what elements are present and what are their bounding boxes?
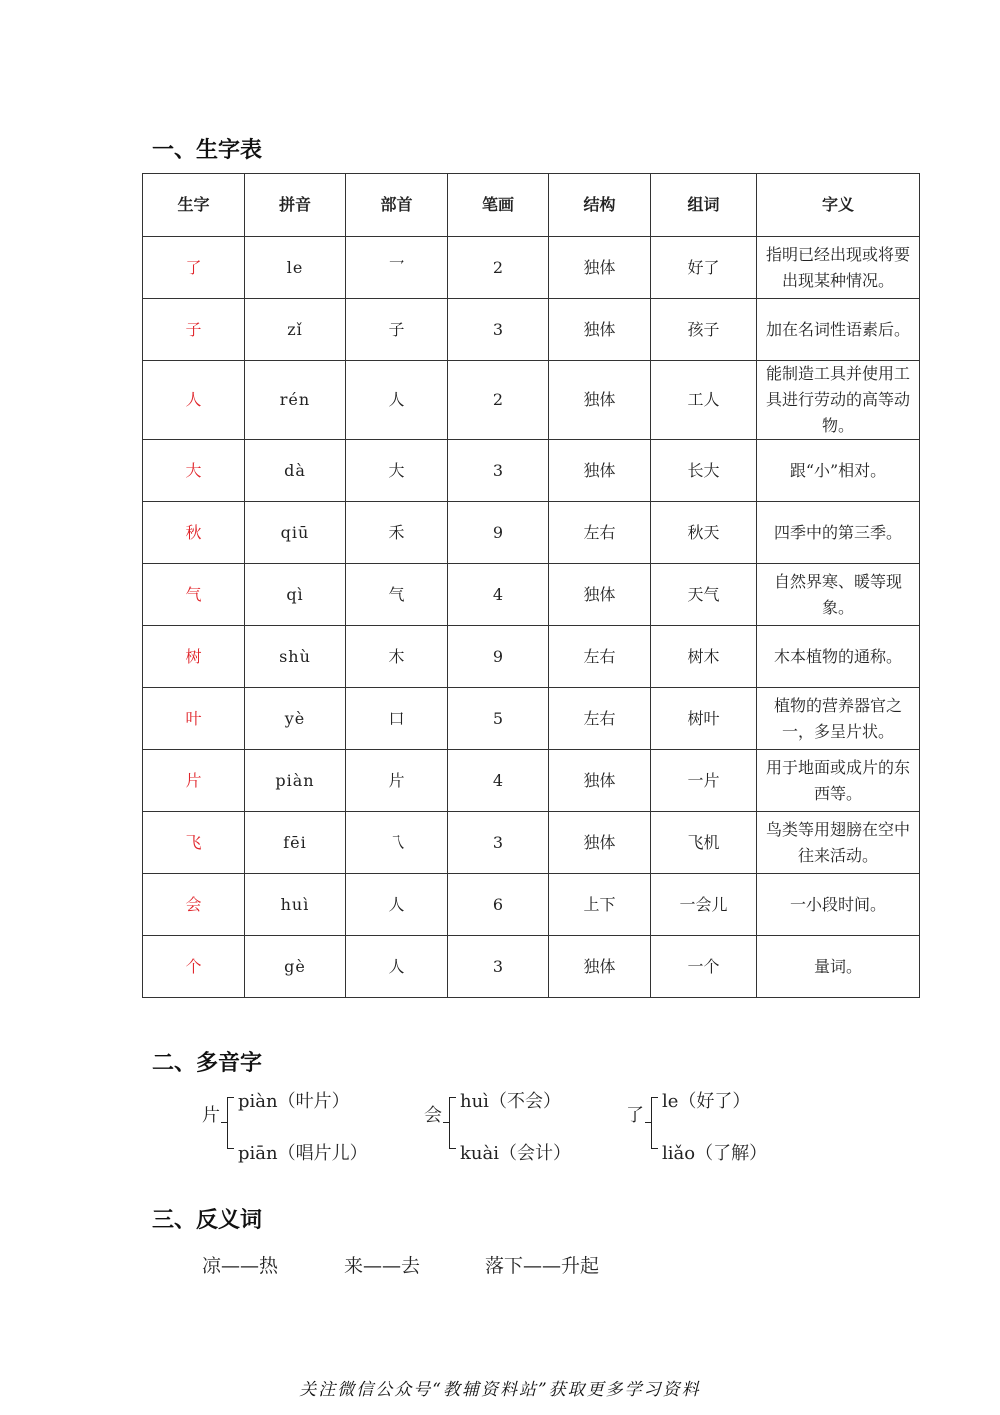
- cell-strokes: 4: [448, 750, 549, 812]
- polyphone-char: 了: [626, 1105, 644, 1126]
- cell-meaning: 自然界寒、暖等现象。: [757, 564, 920, 626]
- cell-char: 了: [143, 237, 245, 299]
- cell-meaning: 能制造工具并使用工具进行劳动的高等动物。: [757, 361, 920, 440]
- polyphone-reading-2: kuài（会计）: [460, 1143, 571, 1164]
- header-structure: 结构: [549, 174, 651, 237]
- cell-char: 飞: [143, 812, 245, 874]
- cell-radical: 子: [346, 299, 448, 361]
- cell-radical: 乁: [346, 812, 448, 874]
- cell-pinyin: rén: [245, 361, 346, 440]
- cell-pinyin: gè: [245, 936, 346, 998]
- cell-structure: 独体: [549, 440, 651, 502]
- cell-strokes: 3: [448, 299, 549, 361]
- footer-note: 关注微信公众号“教辅资料站”获取更多学习资料: [299, 1380, 701, 1400]
- header-pinyin: 拼音: [245, 174, 346, 237]
- cell-strokes: 2: [448, 237, 549, 299]
- cell-radical: 人: [346, 874, 448, 936]
- cell-char: 树: [143, 626, 245, 688]
- cell-pinyin: yè: [245, 688, 346, 750]
- cell-meaning: 加在名词性语素后。: [757, 299, 920, 361]
- cell-radical: 气: [346, 564, 448, 626]
- cell-char: 气: [143, 564, 245, 626]
- cell-radical: 木: [346, 626, 448, 688]
- cell-radical: 人: [346, 936, 448, 998]
- cell-word: 天气: [651, 564, 757, 626]
- brace-icon: [651, 1097, 658, 1149]
- cell-radical: 口: [346, 688, 448, 750]
- table-row: [143, 361, 920, 440]
- cell-pinyin: piàn: [245, 750, 346, 812]
- table-row: [143, 874, 920, 936]
- cell-word: 一片: [651, 750, 757, 812]
- table-row: [143, 688, 920, 750]
- cell-structure: 上下: [549, 874, 651, 936]
- table-row: [143, 502, 920, 564]
- cell-radical: 片: [346, 750, 448, 812]
- cell-meaning: 跟“小”相对。: [757, 440, 920, 502]
- table-row: [143, 626, 920, 688]
- cell-meaning: 植物的营养器官之一，多呈片状。: [757, 688, 920, 750]
- cell-pinyin: dà: [245, 440, 346, 502]
- cell-meaning: 鸟类等用翅膀在空中往来活动。: [757, 812, 920, 874]
- header-radical: 部首: [346, 174, 448, 237]
- table-row: [143, 299, 920, 361]
- antonym-pair: 来——去: [344, 1255, 421, 1277]
- cell-word: 工人: [651, 361, 757, 440]
- cell-strokes: 3: [448, 440, 549, 502]
- header-strokes: 笔画: [448, 174, 549, 237]
- table-row: [143, 564, 920, 626]
- cell-char: 片: [143, 750, 245, 812]
- cell-pinyin: le: [245, 237, 346, 299]
- cell-word: 孩子: [651, 299, 757, 361]
- section-title-antonyms: 三、反义词: [152, 1208, 263, 1233]
- cell-word: 一个: [651, 936, 757, 998]
- polyphone-reading-1: piàn（叶片）: [238, 1091, 350, 1112]
- polyphone-reading-1: huì（不会）: [460, 1091, 561, 1112]
- cell-meaning: 量词。: [757, 936, 920, 998]
- polyphone-char: 片: [202, 1105, 220, 1126]
- cell-strokes: 2: [448, 361, 549, 440]
- cell-strokes: 3: [448, 936, 549, 998]
- cell-structure: 独体: [549, 812, 651, 874]
- cell-structure: 独体: [549, 237, 651, 299]
- cell-radical: 禾: [346, 502, 448, 564]
- table-row: [143, 812, 920, 874]
- header-char: 生字: [143, 174, 245, 237]
- brace-icon: [449, 1097, 456, 1149]
- table-row: [143, 750, 920, 812]
- polyphone-reading-2: liǎo（了解）: [662, 1143, 768, 1164]
- cell-strokes: 3: [448, 812, 549, 874]
- cell-radical: 大: [346, 440, 448, 502]
- cell-char: 子: [143, 299, 245, 361]
- cell-meaning: 一小段时间。: [757, 874, 920, 936]
- table-header-row: [143, 174, 920, 237]
- table-row: [143, 237, 920, 299]
- cell-strokes: 5: [448, 688, 549, 750]
- cell-meaning: 木本植物的通称。: [757, 626, 920, 688]
- cell-strokes: 9: [448, 502, 549, 564]
- cell-pinyin: zǐ: [245, 299, 346, 361]
- cell-char: 秋: [143, 502, 245, 564]
- cell-meaning: 指明已经出现或将要出现某种情况。: [757, 237, 920, 299]
- header-meaning: 字义: [757, 174, 920, 237]
- cell-structure: 独体: [549, 936, 651, 998]
- antonym-pair: 凉——热: [202, 1255, 279, 1277]
- table-row: [143, 440, 920, 502]
- polyphone-reading-2: piān（唱片儿）: [238, 1143, 368, 1164]
- cell-word: 飞机: [651, 812, 757, 874]
- polyphone-char: 会: [424, 1105, 442, 1126]
- cell-radical: 乛: [346, 237, 448, 299]
- cell-structure: 左右: [549, 688, 651, 750]
- character-table: [142, 173, 920, 998]
- polyphone-reading-1: le（好了）: [662, 1091, 751, 1112]
- cell-char: 个: [143, 936, 245, 998]
- cell-pinyin: huì: [245, 874, 346, 936]
- cell-word: 一会儿: [651, 874, 757, 936]
- table-row: [143, 936, 920, 998]
- cell-strokes: 4: [448, 564, 549, 626]
- cell-pinyin: qì: [245, 564, 346, 626]
- cell-char: 人: [143, 361, 245, 440]
- cell-char: 叶: [143, 688, 245, 750]
- header-word: 组词: [651, 174, 757, 237]
- cell-pinyin: qiū: [245, 502, 346, 564]
- cell-pinyin: fēi: [245, 812, 346, 874]
- cell-word: 长大: [651, 440, 757, 502]
- cell-meaning: 四季中的第三季。: [757, 502, 920, 564]
- cell-structure: 独体: [549, 361, 651, 440]
- cell-structure: 左右: [549, 626, 651, 688]
- section-title-polyphones: 二、多音字: [152, 1051, 263, 1076]
- cell-word: 树木: [651, 626, 757, 688]
- cell-word: 树叶: [651, 688, 757, 750]
- brace-icon: [227, 1097, 234, 1149]
- cell-structure: 独体: [549, 564, 651, 626]
- antonym-pair: 落下——升起: [485, 1255, 600, 1277]
- cell-char: 大: [143, 440, 245, 502]
- cell-word: 秋天: [651, 502, 757, 564]
- cell-strokes: 6: [448, 874, 549, 936]
- cell-meaning: 用于地面或成片的东西等。: [757, 750, 920, 812]
- cell-structure: 左右: [549, 502, 651, 564]
- section-title-chars: 一、生字表: [152, 138, 263, 163]
- cell-word: 好了: [651, 237, 757, 299]
- cell-structure: 独体: [549, 750, 651, 812]
- cell-structure: 独体: [549, 299, 651, 361]
- cell-strokes: 9: [448, 626, 549, 688]
- cell-radical: 人: [346, 361, 448, 440]
- cell-char: 会: [143, 874, 245, 936]
- cell-pinyin: shù: [245, 626, 346, 688]
